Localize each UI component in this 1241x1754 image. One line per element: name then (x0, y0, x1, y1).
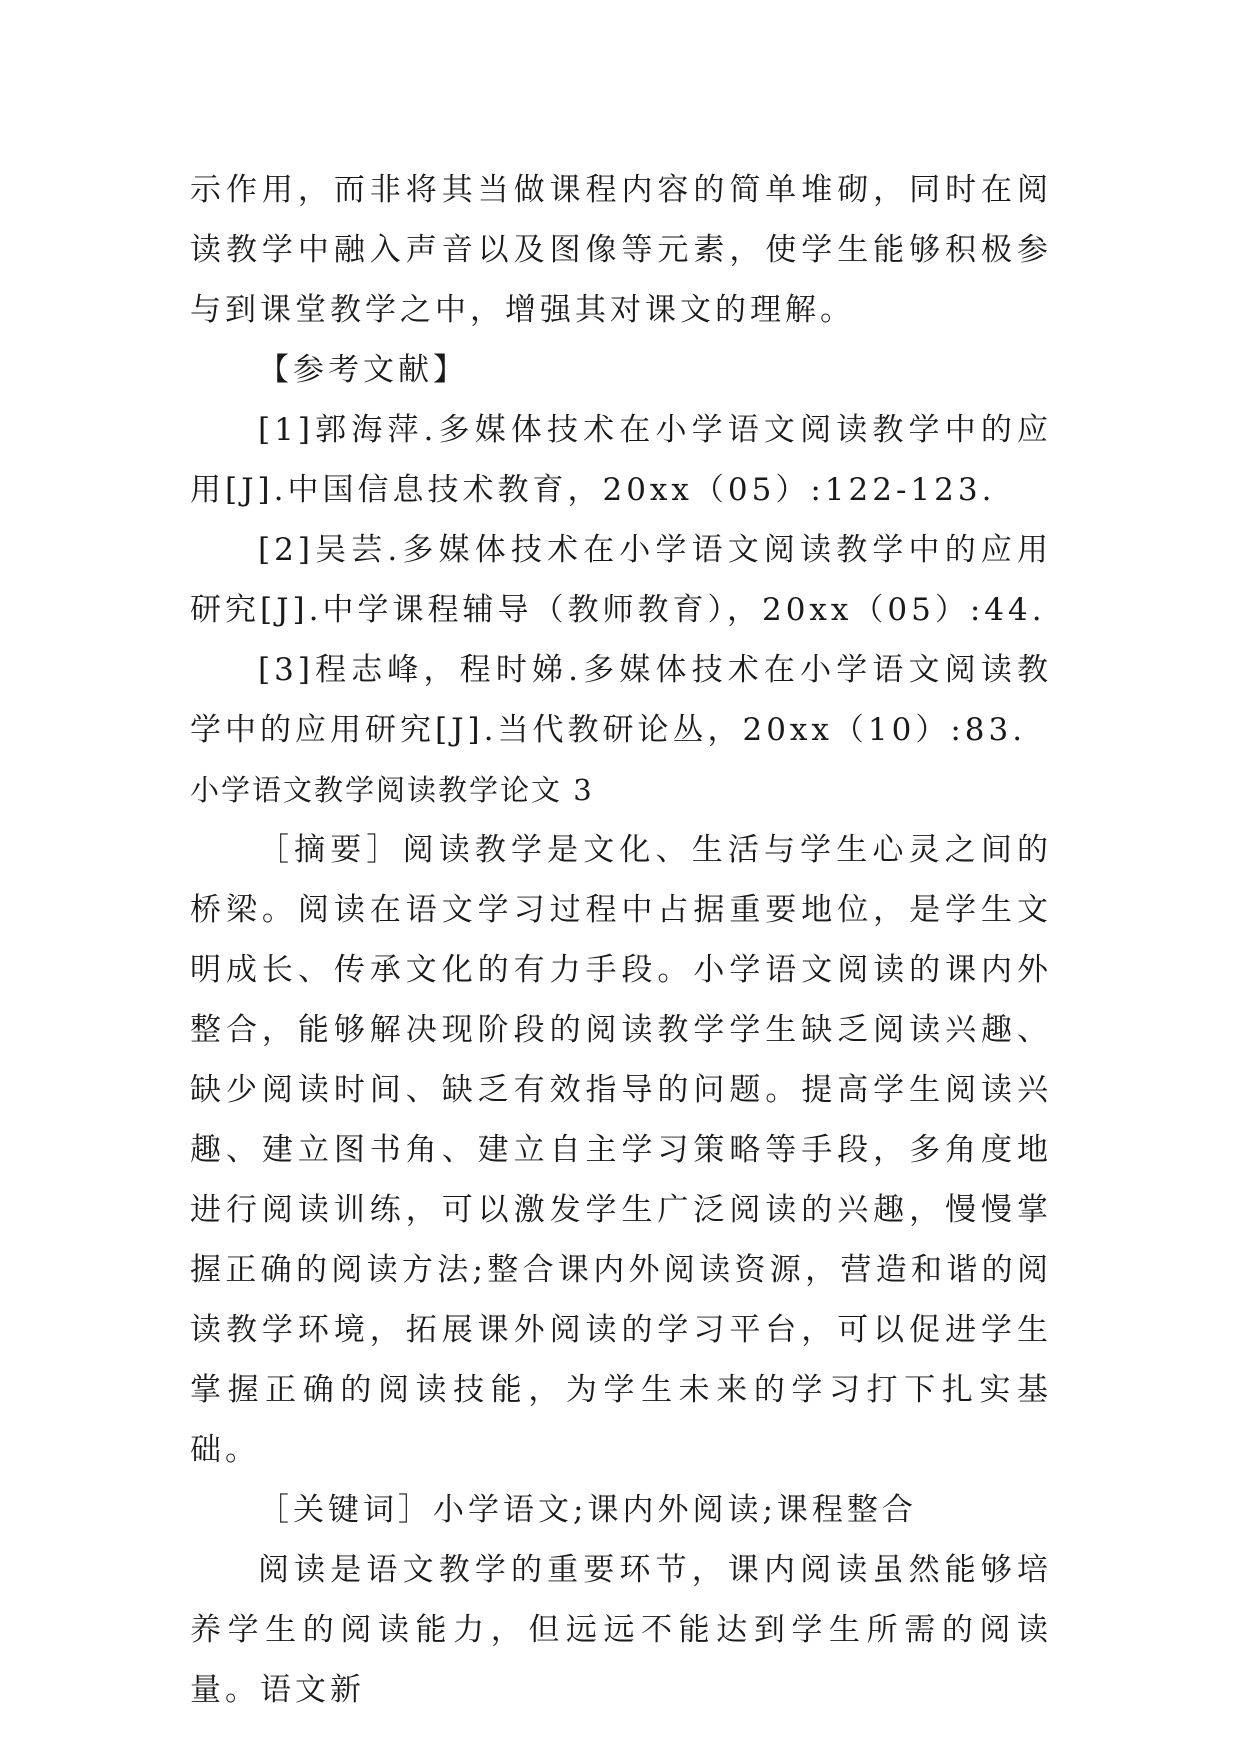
document-page (190, 160, 1052, 1720)
reference-item-1: [1]郭海萍.多媒体技术在小学语文阅读教学中的应用[J].中国信息技术教育，20xx（05）:122-123. (190, 412, 1052, 508)
reference-item-3: [3]程志峰，程时娣.多媒体技术在小学语文阅读教学中的应用研究[J].当代教研论丛，20xx（10）:83. (190, 652, 1052, 748)
keywords-line: ［关键词］小学语文;课内外阅读;课程整合 (258, 1492, 917, 1528)
reference-list (190, 400, 1052, 760)
references-heading: 【参考文献】 (258, 352, 468, 388)
reference-item-2: [2]吴芸.多媒体技术在小学语文阅读教学中的应用研究[J].中学课程辅导（教师教育），20xx（05）:44. (190, 532, 1052, 628)
abstract-paragraph: ［摘要］阅读教学是文化、生活与学生心灵之间的桥梁。阅读在语文学习过程中占据重要地位，是学生文明成长、传承文化的有力手段。小学语文阅读的课内外整合，能够解决现阶段的阅读教学学生缺乏阅读兴趣、缺少阅读时间、缺乏有效指导的问题。提高学生阅读兴趣、建立图书角、建立自主学习策略等手段，多角度地进行阅读训练，可以激发学生广泛阅读的兴趣，慢慢掌握正确的阅读方法;整合课内外阅读资源，营造和谐的阅读教学环境，拓展课外阅读的学习平台，可以促进学生掌握正确的阅读技能，为学生未来的学习打下扎实基础。 (190, 832, 1052, 1468)
body-paragraph: 阅读是语文教学的重要环节，课内阅读虽然能够培养学生的阅读能力，但远远不能达到学生所需的阅读量。语文新 (190, 1552, 1052, 1708)
intro-paragraph: 示作用，而非将其当做课程内容的简单堆砌，同时在阅读教学中融入声音以及图像等元素，使学生能够积极参与到课堂教学之中，增强其对课文的理解。 (190, 172, 1052, 328)
article-title: 小学语文教学阅读教学论文 3 (190, 773, 594, 807)
